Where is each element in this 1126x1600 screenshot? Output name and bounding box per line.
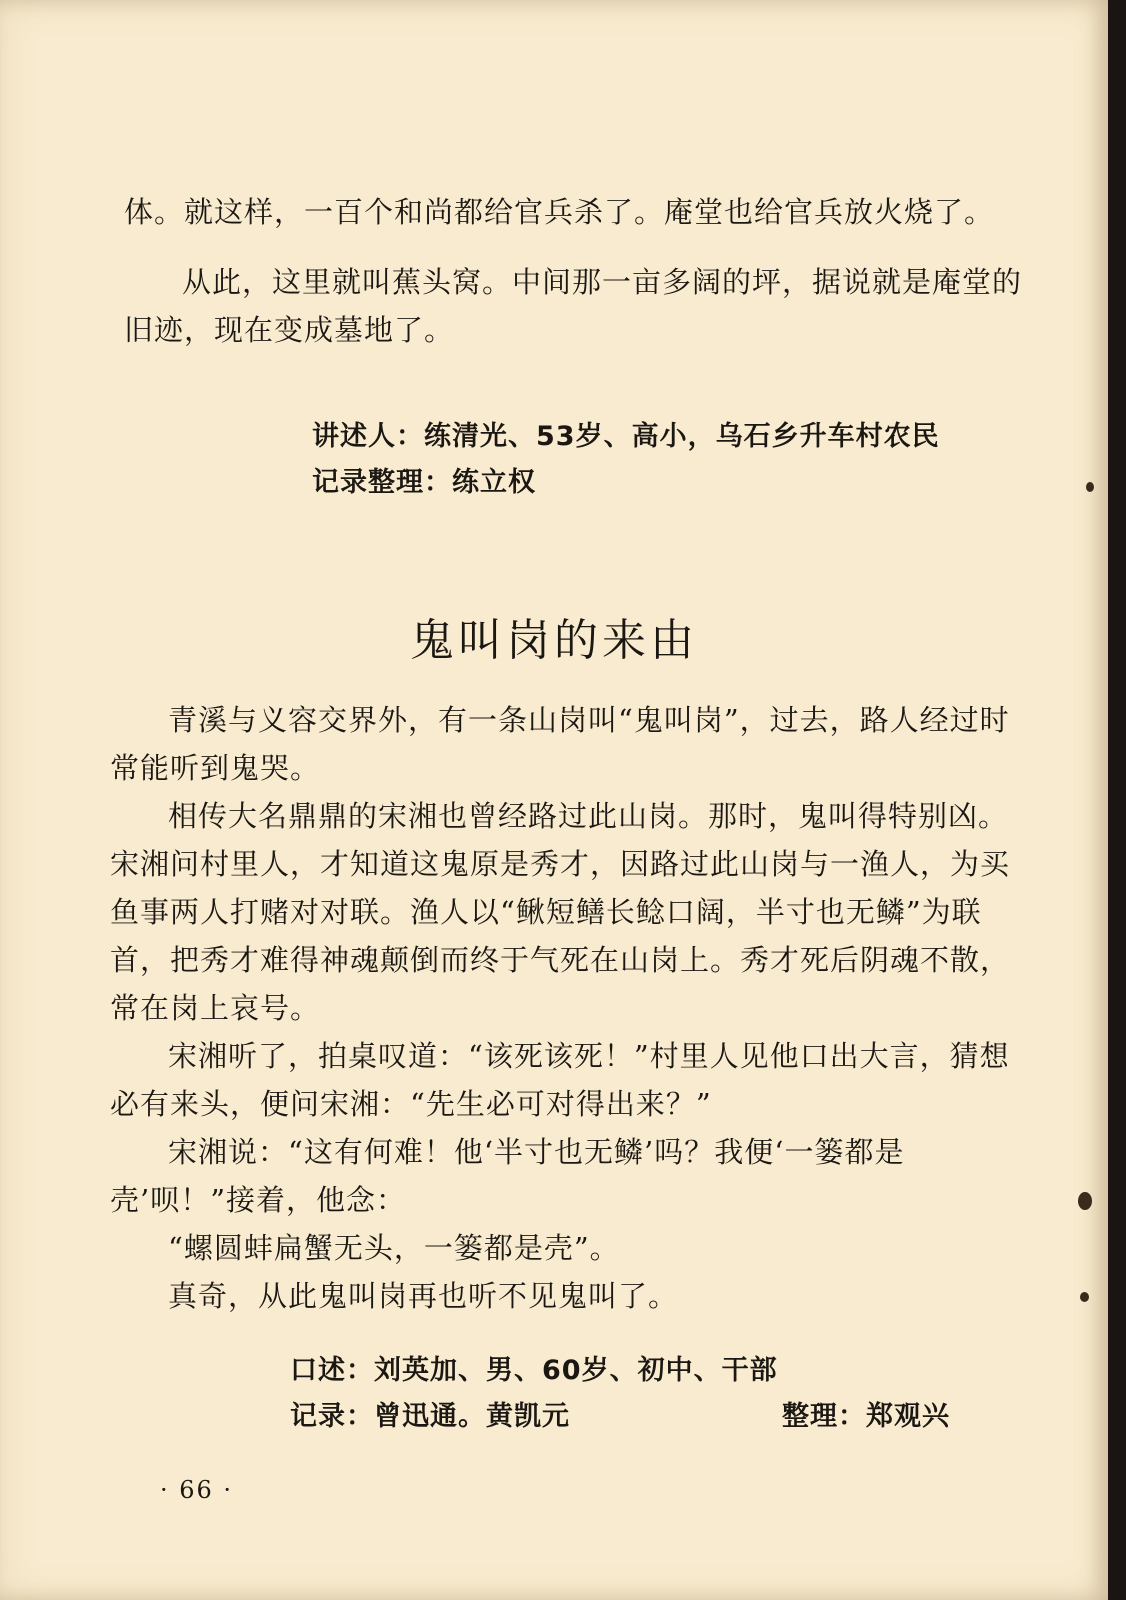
recorder-credit: 记录整理：练立权 [312, 467, 536, 498]
record-arrange-line [290, 1394, 950, 1440]
story-title: 鬼叫岗的来由 [410, 615, 698, 666]
paragraph: 体。就这样，一百个和尚都给官兵杀了。庵堂也给官兵放火烧了。 [124, 195, 995, 229]
paragraph: 相传大名鼎鼎的宋湘也曾经路过此山岗。那时，鬼叫得特别凶。宋湘问村里人，才知道这鬼原是秀才，因路过此山岗与一渔人，为买鱼事两人打赌对对联。渔人以“鳅短鳝长鲶口阔，半寸也无鳞”为联首，把秀才难得神魂颠倒而终于气死在山岗上。秀才死后阴魂不散，常在岗上哀号。 [110, 799, 1011, 1025]
paragraph: 真奇，从此鬼叫岗再也听不见鬼叫了。 [168, 1279, 679, 1313]
paper-speck [1080, 1292, 1089, 1302]
paper-speck [1078, 1192, 1092, 1210]
paragraph: 宋湘听了，拍桌叹道：“该死该死！”村里人见他口出大言，猜想必有来头，便问宋湘：“先生必可对得出来？” [110, 1039, 1010, 1121]
arrange-credit: 整理：郑观兴 [782, 1401, 950, 1432]
verse-line: “螺圆蚌扁蟹无头，一篓都是壳”。 [168, 1231, 620, 1265]
paper-speck [1086, 482, 1094, 492]
story-body [110, 696, 1010, 1320]
section1-credits [312, 414, 1032, 506]
oral-credit: 口述：刘英加、男、60岁、初中、干部 [290, 1355, 778, 1386]
narrator-credit: 讲述人：练清光、53岁、高小，乌石乡升车村农民 [312, 421, 940, 452]
section1-text [124, 188, 1024, 354]
paragraph: 从此，这里就叫蕉头窝。中间那一亩多阔的坪，据说就是庵堂的旧迹，现在变成墓地了。 [124, 265, 1023, 347]
story-credits [290, 1348, 950, 1440]
page-number: · 66 · [160, 1476, 234, 1504]
paragraph: 宋湘说：“这有何难！他‘半寸也无鳞’吗？我便‘一篓都是壳’呗！”接着，他念： [110, 1135, 905, 1217]
record-credit: 记录：曾迅通。黄凯元 [290, 1401, 570, 1432]
paragraph: 青溪与义容交界外，有一条山岗叫“鬼叫岗”，过去，路人经过时常能听到鬼哭。 [110, 703, 1010, 785]
